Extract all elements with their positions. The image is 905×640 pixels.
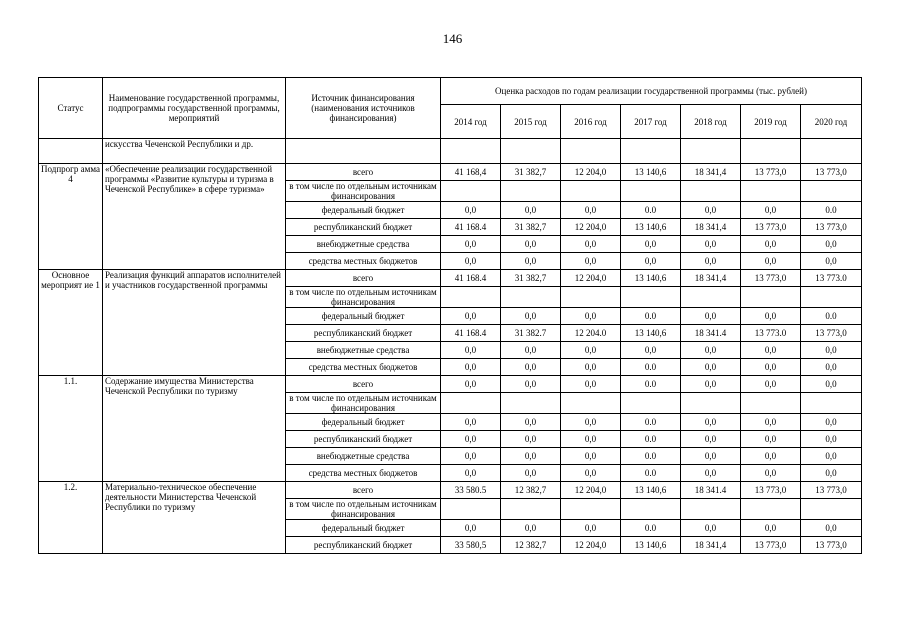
value-cell: 13 773.0 bbox=[741, 325, 801, 342]
value-cell: 13 140,6 bbox=[621, 537, 681, 554]
value-cell bbox=[681, 499, 741, 520]
value-cell bbox=[621, 393, 681, 414]
value-cell: 0,0 bbox=[621, 342, 681, 359]
value-cell: 0,0 bbox=[801, 236, 862, 253]
value-cell: 0,0 bbox=[801, 414, 862, 431]
value-cell: 18 341,4 bbox=[681, 164, 741, 181]
source-cell: внебюджетные средства bbox=[286, 448, 441, 465]
table-row bbox=[39, 270, 862, 287]
value-cell: 41 168.4 bbox=[441, 219, 501, 236]
value-cell: 0.0 bbox=[621, 448, 681, 465]
value-cell: 31 382,7 bbox=[501, 219, 561, 236]
value-cell: 0,0 bbox=[801, 342, 862, 359]
value-cell: 0,0 bbox=[441, 253, 501, 270]
value-cell bbox=[441, 499, 501, 520]
header-source: Источник финансирования (наименования источников финансирования) bbox=[286, 78, 441, 139]
value-cell: 0,0 bbox=[561, 520, 621, 537]
value-cell: 0,0 bbox=[621, 236, 681, 253]
source-cell: республиканский бюджет bbox=[286, 219, 441, 236]
value-cell: 0,0 bbox=[561, 308, 621, 325]
header-year: 2020 год bbox=[801, 105, 862, 139]
value-cell: 0,0 bbox=[501, 308, 561, 325]
value-cell: 0,0 bbox=[681, 253, 741, 270]
value-cell: 18 341.4 bbox=[681, 325, 741, 342]
header-year: 2017 год bbox=[621, 105, 681, 139]
continuation-name: искусства Чеченской Республики и др. bbox=[103, 139, 286, 164]
value-cell bbox=[561, 287, 621, 308]
value-cell bbox=[801, 393, 862, 414]
value-cell: 13 773,0 bbox=[741, 537, 801, 554]
value-cell: 13 773,0 bbox=[741, 482, 801, 499]
source-cell: в том числе по отдельным источникам финансирования bbox=[286, 181, 441, 202]
value-cell: 0,0 bbox=[681, 359, 741, 376]
value-cell: 0,0 bbox=[561, 448, 621, 465]
source-cell: внебюджетные средства bbox=[286, 236, 441, 253]
value-cell: 13 773,0 bbox=[801, 482, 862, 499]
source-cell: всего bbox=[286, 164, 441, 181]
value-cell: 0.0 bbox=[801, 202, 862, 219]
header-year: 2014 год bbox=[441, 105, 501, 139]
value-cell: 0,0 bbox=[741, 448, 801, 465]
value-cell bbox=[561, 139, 621, 164]
value-cell: 13 773,0 bbox=[741, 164, 801, 181]
value-cell: 0,0 bbox=[561, 359, 621, 376]
value-cell: 0,0 bbox=[501, 253, 561, 270]
value-cell: 18 341,4 bbox=[681, 270, 741, 287]
value-cell: 12 204,0 bbox=[561, 537, 621, 554]
source-cell: в том числе по отдельным источникам финансирования bbox=[286, 287, 441, 308]
value-cell: 0,0 bbox=[741, 431, 801, 448]
value-cell: 0,0 bbox=[801, 448, 862, 465]
value-cell: 0,0 bbox=[741, 308, 801, 325]
value-cell bbox=[441, 287, 501, 308]
value-cell: 13 140,6 bbox=[621, 164, 681, 181]
source-cell: в том числе по отдельным источникам финансирования bbox=[286, 393, 441, 414]
value-cell bbox=[741, 499, 801, 520]
value-cell: 0,0 bbox=[441, 308, 501, 325]
continuation-row bbox=[39, 139, 862, 164]
value-cell: 0.0 bbox=[621, 376, 681, 393]
value-cell: 0,0 bbox=[501, 236, 561, 253]
header-estimate: Оценка расходов по годам реализации государственной программы (тыс. рублей) bbox=[441, 78, 862, 105]
table-header bbox=[39, 78, 862, 139]
value-cell: 0,0 bbox=[741, 202, 801, 219]
value-cell: 31 382.7 bbox=[501, 325, 561, 342]
value-cell bbox=[621, 139, 681, 164]
value-cell bbox=[501, 499, 561, 520]
source-cell: республиканский бюджет bbox=[286, 431, 441, 448]
value-cell: 0.0 bbox=[621, 359, 681, 376]
value-cell: 0,0 bbox=[501, 342, 561, 359]
value-cell bbox=[561, 181, 621, 202]
value-cell: 0,0 bbox=[441, 448, 501, 465]
value-cell: 0,0 bbox=[801, 465, 862, 482]
value-cell: 0,0 bbox=[681, 342, 741, 359]
value-cell: 0,0 bbox=[501, 376, 561, 393]
page-number: 146 bbox=[442, 31, 463, 46]
value-cell: 0.0 bbox=[621, 520, 681, 537]
value-cell: 0.0 bbox=[621, 465, 681, 482]
value-cell: 13 140,6 bbox=[621, 325, 681, 342]
value-cell: 0,0 bbox=[561, 202, 621, 219]
value-cell: 0,0 bbox=[681, 308, 741, 325]
value-cell: 0,0 bbox=[501, 414, 561, 431]
value-cell bbox=[501, 139, 561, 164]
value-cell: 13 773,0 bbox=[741, 270, 801, 287]
value-cell: 0,0 bbox=[681, 376, 741, 393]
value-cell: 13 140,6 bbox=[621, 270, 681, 287]
value-cell: 0,0 bbox=[741, 465, 801, 482]
value-cell: 0,0 bbox=[561, 236, 621, 253]
program-name-cell: Содержание имущества Министерства Чеченской Республики по туризму bbox=[103, 376, 286, 482]
value-cell: 0,0 bbox=[441, 342, 501, 359]
source-cell: внебюджетные средства bbox=[286, 342, 441, 359]
value-cell: 0,0 bbox=[741, 359, 801, 376]
value-cell: 0,0 bbox=[801, 359, 862, 376]
value-cell bbox=[561, 499, 621, 520]
value-cell bbox=[681, 287, 741, 308]
value-cell: 0,0 bbox=[441, 414, 501, 431]
value-cell: 33 580.5 bbox=[441, 482, 501, 499]
value-cell: 13 773,0 bbox=[801, 164, 862, 181]
value-cell: 0,0 bbox=[561, 376, 621, 393]
value-cell: 0.0 bbox=[621, 414, 681, 431]
status-cell: Подпрогр амма 4 bbox=[39, 164, 103, 270]
value-cell: 0,0 bbox=[741, 414, 801, 431]
value-cell: 0,0 bbox=[741, 376, 801, 393]
header-year: 2015 год bbox=[501, 105, 561, 139]
value-cell: 41 168.4 bbox=[441, 270, 501, 287]
source-cell: в том числе по отдельным источникам финансирования bbox=[286, 499, 441, 520]
value-cell: 0,0 bbox=[681, 520, 741, 537]
source-cell bbox=[286, 139, 441, 164]
value-cell bbox=[801, 139, 862, 164]
value-cell: 0,0 bbox=[741, 342, 801, 359]
value-cell: 0,0 bbox=[441, 202, 501, 219]
status-cell: 1.2. bbox=[39, 482, 103, 554]
value-cell: 0,0 bbox=[801, 376, 862, 393]
value-cell bbox=[741, 139, 801, 164]
value-cell: 0,0 bbox=[681, 431, 741, 448]
value-cell: 0,0 bbox=[441, 236, 501, 253]
value-cell: 0,0 bbox=[801, 520, 862, 537]
value-cell: 0,0 bbox=[501, 359, 561, 376]
value-cell bbox=[621, 499, 681, 520]
header-status: Статус bbox=[39, 78, 103, 139]
value-cell: 0,0 bbox=[681, 236, 741, 253]
value-cell: 13 773,0 bbox=[801, 325, 862, 342]
value-cell: 0,0 bbox=[801, 253, 862, 270]
value-cell bbox=[441, 393, 501, 414]
value-cell: 33 580,5 bbox=[441, 537, 501, 554]
value-cell bbox=[441, 181, 501, 202]
value-cell: 0,0 bbox=[441, 465, 501, 482]
value-cell: 0,0 bbox=[501, 448, 561, 465]
value-cell: 12 204,0 bbox=[561, 482, 621, 499]
value-cell bbox=[621, 287, 681, 308]
value-cell: 12 382,7 bbox=[501, 482, 561, 499]
value-cell: 13 773.0 bbox=[801, 270, 862, 287]
value-cell: 0,0 bbox=[501, 431, 561, 448]
source-cell: всего bbox=[286, 482, 441, 499]
source-cell: федеральный бюджет bbox=[286, 202, 441, 219]
value-cell: 12 204,0 bbox=[561, 164, 621, 181]
value-cell bbox=[621, 181, 681, 202]
value-cell: 0,0 bbox=[441, 520, 501, 537]
table-body bbox=[39, 139, 862, 554]
source-cell: средства местных бюджетов bbox=[286, 465, 441, 482]
value-cell bbox=[741, 181, 801, 202]
source-cell: федеральный бюджет bbox=[286, 308, 441, 325]
value-cell: 18 341,4 bbox=[681, 537, 741, 554]
value-cell: 0,0 bbox=[621, 253, 681, 270]
value-cell: 0.0 bbox=[621, 431, 681, 448]
value-cell: 0,0 bbox=[681, 448, 741, 465]
status-cell: Основное мероприят ие 1 bbox=[39, 270, 103, 376]
source-cell: федеральный бюджет bbox=[286, 414, 441, 431]
value-cell bbox=[801, 499, 862, 520]
value-cell: 41 168,4 bbox=[441, 164, 501, 181]
value-cell: 0,0 bbox=[561, 414, 621, 431]
value-cell: 18 341.4 bbox=[681, 482, 741, 499]
status-cell bbox=[39, 139, 103, 164]
value-cell bbox=[801, 287, 862, 308]
value-cell: 12 204,0 bbox=[561, 219, 621, 236]
status-cell: 1.1. bbox=[39, 376, 103, 482]
value-cell: 12 204,0 bbox=[561, 270, 621, 287]
value-cell: 0,0 bbox=[501, 465, 561, 482]
header-year: 2019 год bbox=[741, 105, 801, 139]
value-cell: 0,0 bbox=[561, 431, 621, 448]
program-name-cell: «Обеспечение реализации государственной программы «Развитие культуры и туризма в Чеченской Республике» в сфере туризма» bbox=[103, 164, 286, 270]
value-cell: 0,0 bbox=[501, 202, 561, 219]
value-cell: 13 773,0 bbox=[741, 219, 801, 236]
value-cell bbox=[741, 287, 801, 308]
value-cell: 12 382,7 bbox=[501, 537, 561, 554]
table-row bbox=[39, 376, 862, 393]
value-cell bbox=[501, 393, 561, 414]
program-name-cell: Материально-техническое обеспечение деятельности Министерства Чеченской Республики по туризму bbox=[103, 482, 286, 554]
value-cell: 31 382,7 bbox=[501, 270, 561, 287]
header-name: Наименование государственной программы, подпрограммы государственной программы, мероприятий bbox=[103, 78, 286, 139]
value-cell: 0,0 bbox=[681, 465, 741, 482]
value-cell: 12 204.0 bbox=[561, 325, 621, 342]
source-cell: республиканский бюджет bbox=[286, 537, 441, 554]
source-cell: федеральный бюджет bbox=[286, 520, 441, 537]
table-row bbox=[39, 482, 862, 499]
value-cell: 31 382,7 bbox=[501, 164, 561, 181]
value-cell bbox=[501, 181, 561, 202]
value-cell: 0,0 bbox=[441, 359, 501, 376]
value-cell: 13 140,6 bbox=[621, 482, 681, 499]
value-cell: 0.0 bbox=[621, 308, 681, 325]
value-cell bbox=[681, 393, 741, 414]
value-cell bbox=[561, 393, 621, 414]
source-cell: средства местных бюджетов bbox=[286, 253, 441, 270]
value-cell: 0,0 bbox=[441, 431, 501, 448]
program-name-cell: Реализация функций аппаратов исполнителей и участников государственной программы bbox=[103, 270, 286, 376]
value-cell: 0.0 bbox=[801, 308, 862, 325]
value-cell: 0,0 bbox=[741, 520, 801, 537]
value-cell: 13 773,0 bbox=[801, 537, 862, 554]
value-cell: 13 773,0 bbox=[801, 219, 862, 236]
value-cell: 0,0 bbox=[561, 342, 621, 359]
value-cell: 0,0 bbox=[561, 253, 621, 270]
value-cell: 0,0 bbox=[681, 202, 741, 219]
value-cell: 0,0 bbox=[501, 520, 561, 537]
value-cell: 0,0 bbox=[681, 414, 741, 431]
source-cell: всего bbox=[286, 270, 441, 287]
budget-table bbox=[38, 77, 862, 554]
value-cell bbox=[501, 287, 561, 308]
value-cell bbox=[681, 139, 741, 164]
value-cell: 0,0 bbox=[741, 236, 801, 253]
value-cell bbox=[681, 181, 741, 202]
value-cell: 0,0 bbox=[741, 253, 801, 270]
value-cell: 18 341,4 bbox=[681, 219, 741, 236]
header-year: 2016 год bbox=[561, 105, 621, 139]
source-cell: всего bbox=[286, 376, 441, 393]
value-cell: 13 140,6 bbox=[621, 219, 681, 236]
value-cell: 0,0 bbox=[441, 376, 501, 393]
value-cell: 0.0 bbox=[621, 202, 681, 219]
value-cell: 41 168.4 bbox=[441, 325, 501, 342]
value-cell bbox=[741, 393, 801, 414]
value-cell: 0,0 bbox=[561, 465, 621, 482]
table-row bbox=[39, 164, 862, 181]
header-year: 2018 год bbox=[681, 105, 741, 139]
value-cell: 0,0 bbox=[801, 431, 862, 448]
source-cell: республиканский бюджет bbox=[286, 325, 441, 342]
source-cell: средства местных бюджетов bbox=[286, 359, 441, 376]
value-cell bbox=[441, 139, 501, 164]
value-cell bbox=[801, 181, 862, 202]
